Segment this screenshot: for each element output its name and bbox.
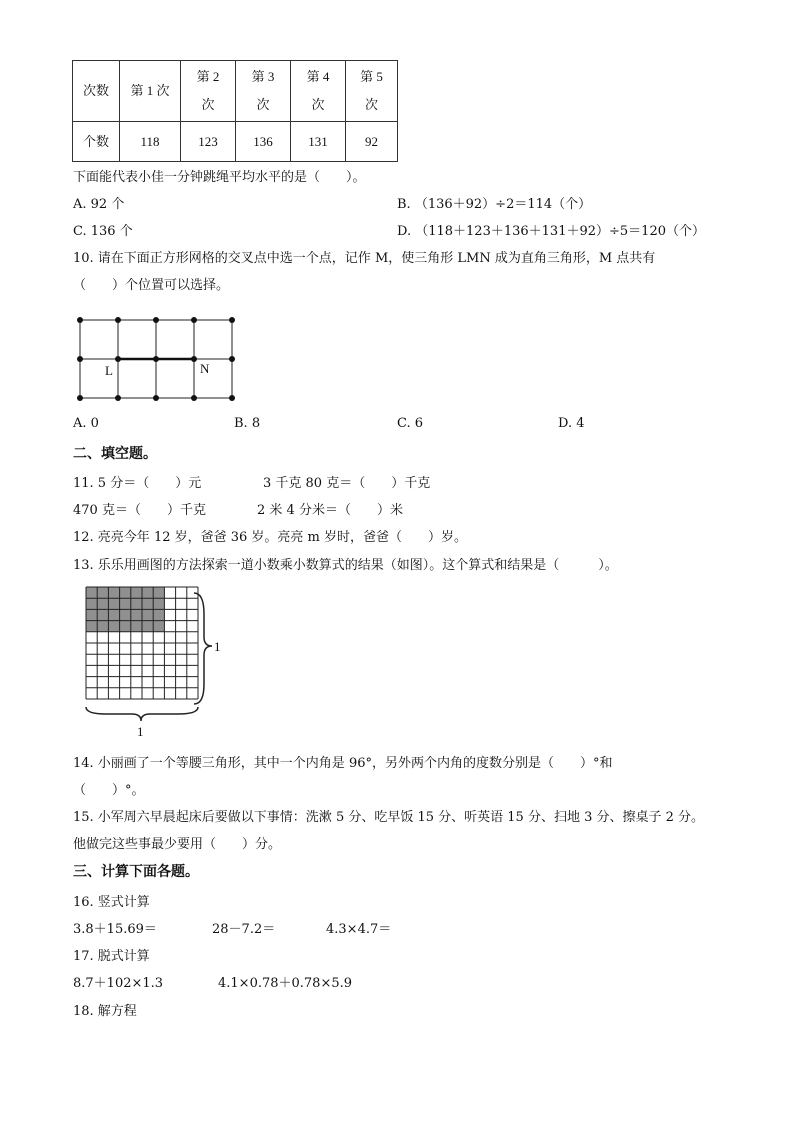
bottom-dimension-label: 1	[137, 724, 144, 739]
q14-line2: （ ）°。	[73, 783, 145, 798]
section-title-calculation: 三、计算下面各题。	[73, 864, 199, 880]
table-cell: 个数	[73, 122, 120, 162]
q10-line2: （ ）个位置可以选择。	[73, 278, 230, 293]
table-cell: 次数	[73, 61, 120, 122]
q10-option-a[interactable]: A. 0	[73, 416, 99, 431]
point-label-l: L	[105, 363, 113, 378]
q17-b: 4.1×0.78＋0.78×5.9	[218, 976, 353, 991]
table-cell: 92	[346, 122, 398, 162]
table-cell: 第 4 次	[291, 61, 346, 122]
q18-title: 18. 解方程	[73, 1004, 137, 1019]
table-cell: 123	[181, 122, 236, 162]
table-cell: 第 1 次	[120, 61, 181, 122]
square-grid-diagram	[70, 312, 245, 408]
table-row	[73, 122, 398, 162]
q10-line1: 10. 请在下面正方形网格的交叉点中选一个点，记作 M，使三角形 LMN 成为直角三角形，M 点共有	[73, 251, 656, 266]
q16-c: 4.3×4.7＝	[326, 922, 392, 937]
table-cell: 第 3 次	[236, 61, 291, 122]
table-cell: 136	[236, 122, 291, 162]
q12: 12. 亮亮今年 12 岁，爸爸 36 岁。亮亮 m 岁时，爸爸（ ）岁。	[73, 530, 468, 545]
q9-option-c[interactable]: C. 136 个	[73, 224, 133, 239]
table-cell: 131	[291, 122, 346, 162]
q15-line1: 15. 小军周六早晨起床后要做以下事情：洗漱 5 分、吃早饭 15 分、听英语 15 分、扫地 3 分、擦桌子 2 分。	[73, 810, 705, 825]
decimal-multiplication-grid	[80, 584, 240, 744]
q15-line2: 他做完这些事最少要用（ ）分。	[73, 837, 282, 852]
q9-option-b[interactable]: B. （136＋92）÷2＝114（个）	[397, 197, 592, 212]
table-cell: 118	[120, 122, 181, 162]
q9-option-a[interactable]: A. 92 个	[73, 197, 125, 212]
q9-stem: 下面能代表小佳一分钟跳绳平均水平的是（ ）。	[73, 170, 366, 185]
q11-c: 470 克＝（ ）千克	[73, 503, 206, 518]
jump-rope-table	[72, 60, 398, 162]
q17-a: 8.7＋102×1.3	[73, 976, 164, 991]
q11-b: 3 千克 80 克＝（ ）千克	[263, 476, 431, 491]
q10-option-b[interactable]: B. 8	[234, 416, 261, 431]
point-label-n: N	[200, 361, 210, 376]
q10-option-d[interactable]: D. 4	[558, 416, 585, 431]
right-dimension-label: 1	[214, 639, 221, 654]
q17-title: 17. 脱式计算	[73, 949, 150, 964]
table-cell: 第 5 次	[346, 61, 398, 122]
q16-b: 28－7.2＝	[212, 922, 276, 937]
q16-a: 3.8＋15.69＝	[73, 922, 157, 937]
q11-a: 11. 5 分＝（ ）元	[73, 476, 202, 491]
q10-option-c[interactable]: C. 6	[397, 416, 424, 431]
section-title-fill-in: 二、填空题。	[73, 446, 157, 462]
table-row-header	[73, 61, 398, 122]
bottom-brace	[86, 707, 198, 721]
q13-text: 13. 乐乐用画图的方法探索一道小数乘小数算式的结果（如图）。这个算式和结果是（ ）。	[73, 558, 618, 573]
table-cell: 第 2 次	[181, 61, 236, 122]
q11-d: 2 米 4 分米＝（ ）米	[257, 503, 403, 518]
q14-line1: 14. 小丽画了一个等腰三角形，其中一个内角是 96°，另外两个内角的度数分别是（ ）°和	[73, 756, 613, 771]
q9-option-d[interactable]: D. （118＋123＋136＋131＋92）÷5＝120（个）	[397, 224, 705, 239]
q16-title: 16. 竖式计算	[73, 895, 150, 910]
